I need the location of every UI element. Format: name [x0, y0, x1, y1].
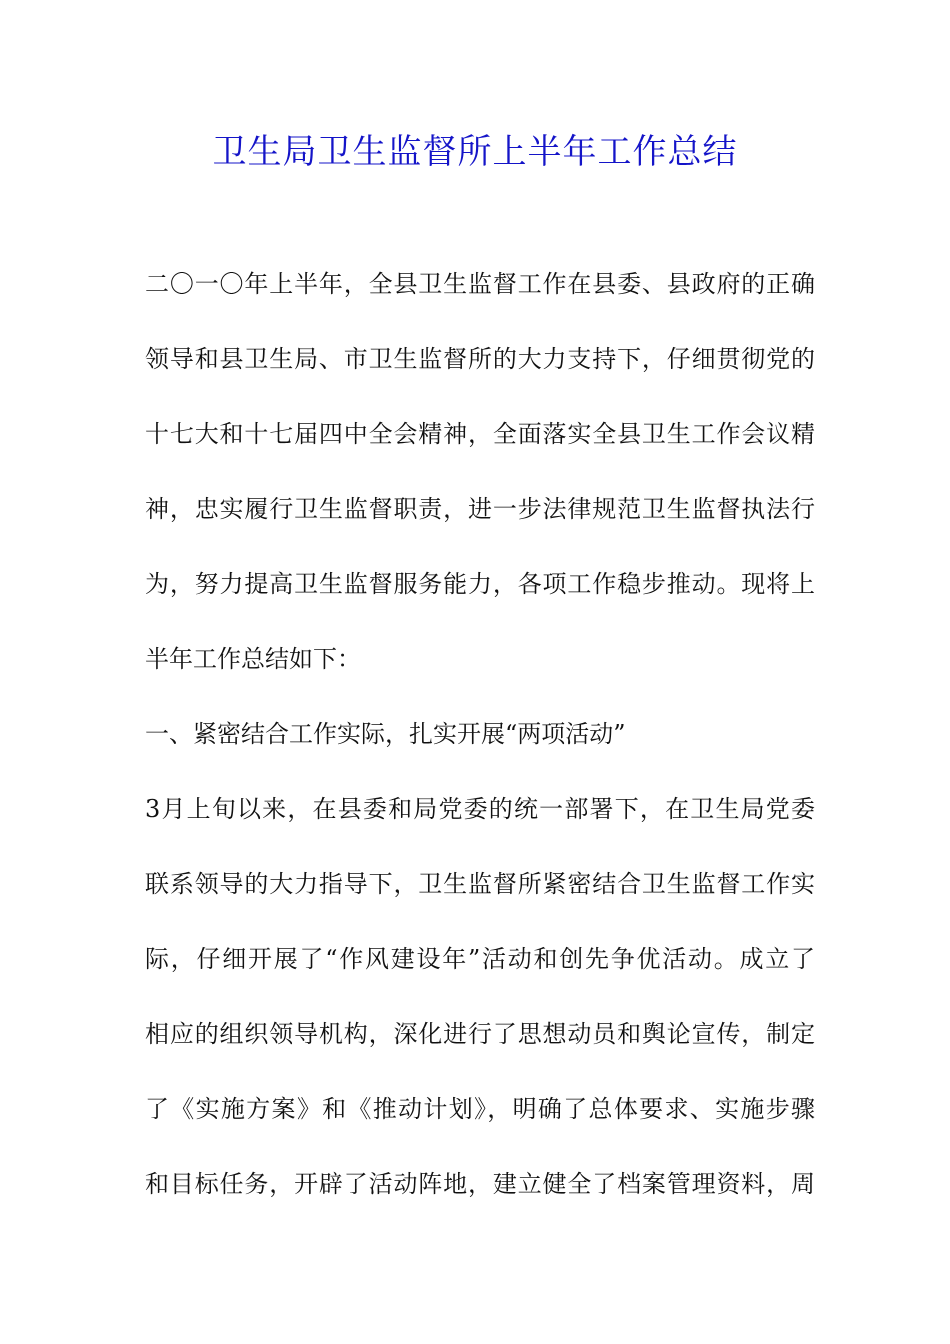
- paragraph-line: 际，仔细开展了“作风建设年”活动和创先争优活动。成立了: [145, 945, 815, 973]
- document-title: 卫生局卫生监督所上半年工作总结: [212, 132, 738, 172]
- paragraph-line: 和目标任务，开辟了活动阵地，建立健全了档案管理资料，周: [145, 1170, 815, 1198]
- paragraph-line: 为，努力提高卫生监督服务能力，各项工作稳步推动。现将上: [145, 570, 815, 598]
- paragraph-line: 了《实施方案》和《推动计划》，明确了总体要求、实施步骤: [145, 1095, 815, 1123]
- paragraph-line: 3月上旬以来，在县委和局党委的统一部署下，在卫生局党委: [145, 795, 815, 823]
- paragraph-line: 二〇一〇年上半年，全县卫生监督工作在县委、县政府的正确: [145, 270, 815, 298]
- paragraph-line: 神，忠实履行卫生监督职责，进一步法律规范卫生监督执法行: [145, 495, 815, 523]
- paragraph-line: 十七大和十七届四中全会精神，全面落实全县卫生工作会议精: [145, 420, 815, 448]
- paragraph-line: 半年工作总结如下：: [145, 645, 361, 673]
- paragraph-line: 相应的组织领导机构，深化进行了思想动员和舆论宣传，制定: [145, 1020, 815, 1048]
- paragraph-line: 领导和县卫生局、市卫生监督所的大力支持下，仔细贯彻党的: [145, 345, 815, 373]
- paragraph-line: 联系领导的大力指导下，卫生监督所紧密结合卫生监督工作实: [145, 870, 815, 898]
- section-heading: 一、紧密结合工作实际，扎实开展“两项活动”: [145, 720, 626, 748]
